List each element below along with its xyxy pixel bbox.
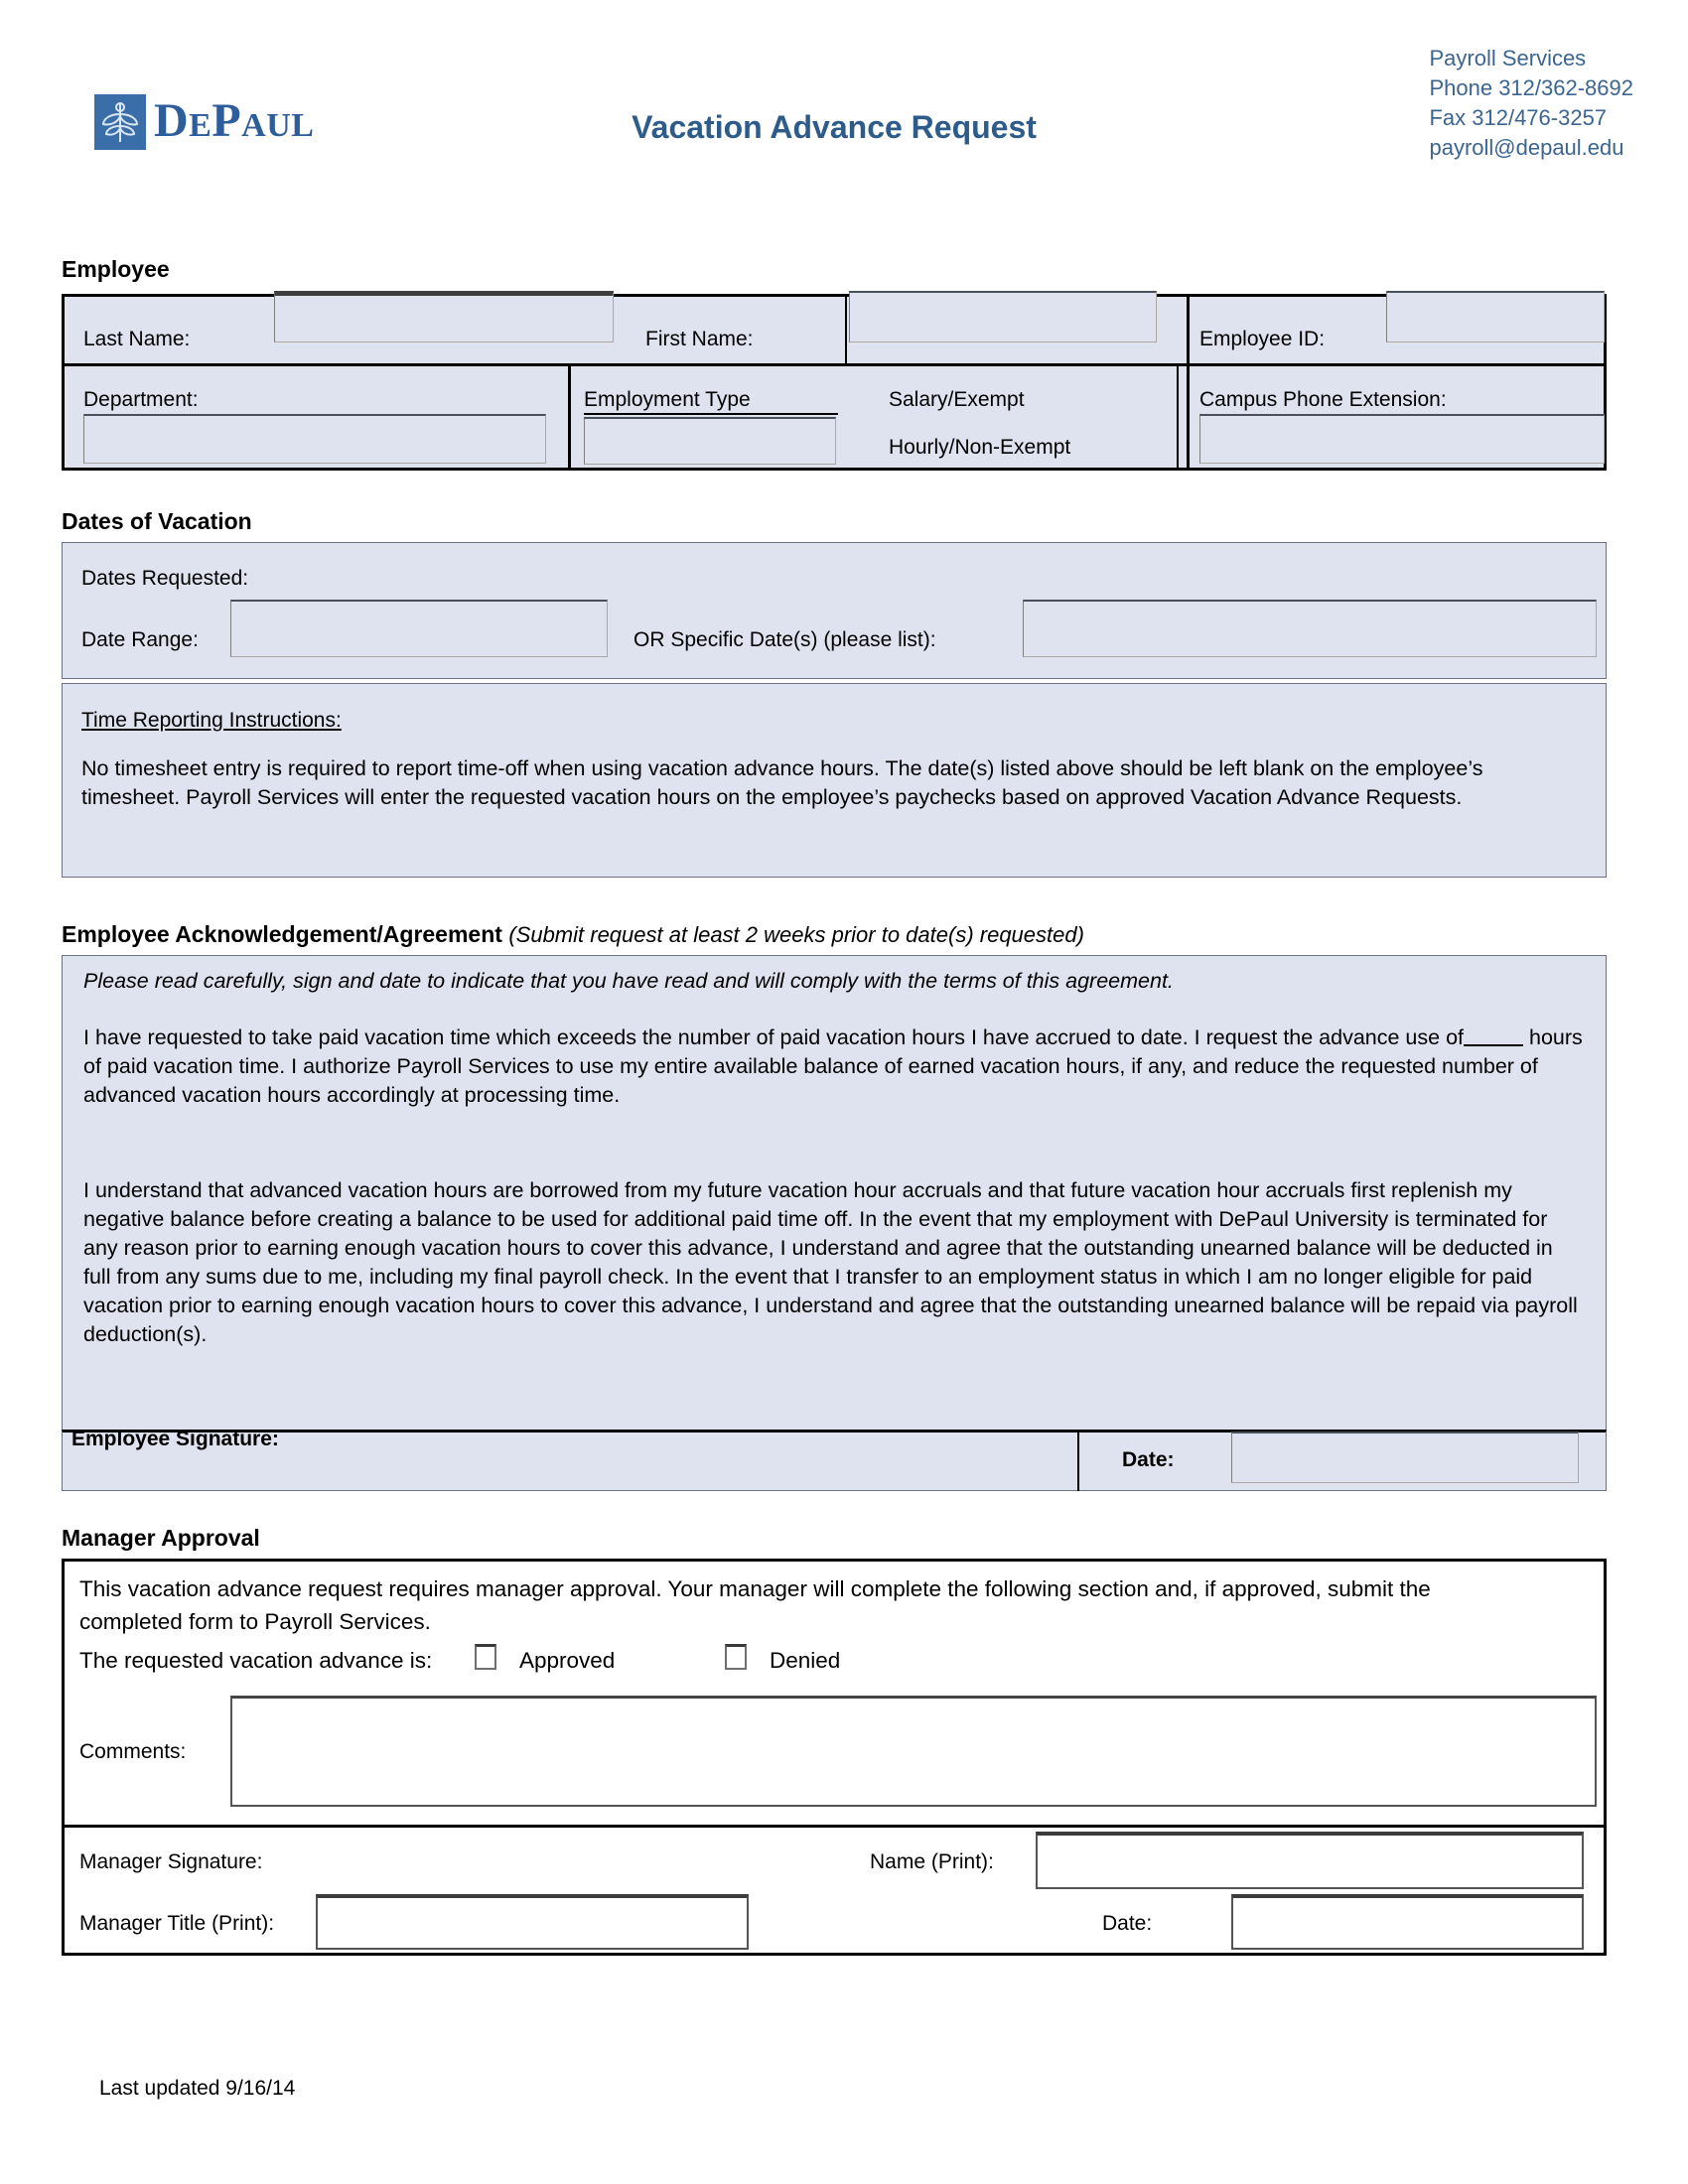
- or-specific-dates-label: OR Specific Date(s) (please list):: [633, 628, 936, 651]
- last-name-label: Last Name:: [83, 328, 191, 350]
- ack-para1-part-a: I have requested to take paid vacation time which exceeds the number of paid vacation hours I have accrued to date. I request the advance use of: [83, 1025, 1465, 1049]
- depaul-logo: [94, 94, 357, 152]
- contact-phone: Phone 312/362-8692: [1429, 75, 1633, 100]
- employee-signature-row-divider: [1077, 1433, 1079, 1491]
- ack-para1-part-b: hours of paid vacation time. I authorize Payroll Services to use my entire available balance of earned vacation hours, if any, and reduce the requested number of advanced vacation hours accordingly at processing time.: [83, 1025, 1583, 1107]
- manager-decision-label: The requested vacation advance is:: [79, 1648, 433, 1673]
- comments-label: Comments:: [79, 1740, 187, 1763]
- employee-signature-input[interactable]: [71, 1449, 1064, 1489]
- date-range-label: Date Range:: [81, 628, 199, 651]
- last-name-input[interactable]: [274, 291, 614, 342]
- acknowledgement-section-heading: [62, 921, 1084, 948]
- denied-label[interactable]: Denied: [770, 1648, 841, 1673]
- employee-id-label: Employee ID:: [1199, 328, 1326, 350]
- name-print-label: Name (Print):: [870, 1850, 994, 1873]
- employee-table-col-divider-top: [845, 294, 847, 363]
- acknowledgement-paragraph-1: [83, 1024, 1585, 1110]
- contact-fax: Fax 312/476-3257: [1429, 105, 1608, 130]
- employment-type-input[interactable]: [584, 417, 836, 465]
- specific-dates-input[interactable]: [1023, 600, 1597, 657]
- dates-requested-label: Dates Requested:: [81, 567, 249, 590]
- employment-type-underline: [584, 413, 838, 415]
- denied-checkbox[interactable]: [725, 1644, 747, 1670]
- page-title: Vacation Advance Request: [632, 109, 1037, 145]
- employee-signature-date-input[interactable]: [1231, 1432, 1579, 1483]
- employee-table-col-divider-lower: [1177, 363, 1179, 471]
- date-range-input[interactable]: [230, 600, 608, 657]
- shield-plant-glyph: [94, 94, 146, 150]
- manager-title-print-label: Manager Title (Print):: [79, 1912, 275, 1935]
- manager-date-input[interactable]: [1231, 1894, 1584, 1950]
- depaul-shield-icon: [94, 94, 146, 150]
- depaul-wordmark: DePaul: [154, 94, 315, 147]
- acknowledgement-heading-text: Employee Acknowledgement/Agreement: [62, 921, 502, 947]
- dates-section-heading: Dates of Vacation: [62, 508, 252, 534]
- employee-table-col-divider-right: [1187, 294, 1190, 471]
- acknowledgement-heading-note: (Submit request at least 2 weeks prior to date(s) requested): [508, 922, 1084, 947]
- first-name-label: First Name:: [645, 328, 754, 350]
- campus-phone-extension-input[interactable]: [1199, 414, 1605, 464]
- manager-signature-label: Manager Signature:: [79, 1850, 263, 1873]
- manager-intro-text: This vacation advance request requires manager approval. Your manager will complete the following section and, if approved, submit the completed form to Payroll Services.: [79, 1576, 1431, 1634]
- department-label: Department:: [83, 388, 199, 411]
- contact-email: payroll@depaul.edu: [1429, 135, 1624, 160]
- approved-checkbox[interactable]: [475, 1644, 496, 1670]
- employee-table-row-divider: [62, 363, 1607, 366]
- acknowledgement-paragraph-2: I understand that advanced vacation hours are borrowed from my future vacation hour accruals and that future vacation hour accruals first replenish my negative balance before creating a balance to be used for additional paid time off. In the event that my employment with DePaul University is terminated for any reason prior to earning enough vacation hours to cover this advance, I understand and agree that the outstanding unearned balance will be deducted in full from any sums due to me, including my final payroll check. In the event that I transfer to an employment status in which I am no longer eligible for paid vacation prior to earning enough vacation hours to cover this advance, I understand and agree that the outstanding unearned balance will be repaid via payroll deduction(s).: [83, 1178, 1578, 1346]
- employment-option-salary-exempt[interactable]: Salary/Exempt: [889, 388, 1025, 411]
- employee-signature-date-label: Date:: [1122, 1448, 1175, 1471]
- name-print-input[interactable]: [1036, 1832, 1584, 1889]
- read-carefully-note: Please read carefully, sign and date to indicate that you have read and will comply with the terms of this agreement.: [83, 969, 1174, 993]
- payroll-contact-block: [1429, 44, 1633, 163]
- employee-section-heading: Employee: [62, 256, 170, 282]
- department-input[interactable]: [83, 414, 546, 464]
- manager-date-label: Date:: [1102, 1912, 1153, 1935]
- employment-type-label: Employment Type: [584, 388, 751, 411]
- manager-section-heading: Manager Approval: [62, 1525, 260, 1551]
- employment-option-hourly-non-exempt[interactable]: Hourly/Non-Exempt: [889, 436, 1071, 459]
- employee-signature-label: Employee Signature:: [71, 1428, 279, 1450]
- employee-id-input[interactable]: [1386, 291, 1605, 342]
- contact-department: Payroll Services: [1429, 46, 1587, 70]
- approved-label[interactable]: Approved: [519, 1648, 616, 1673]
- campus-phone-extension-label: Campus Phone Extension:: [1199, 388, 1447, 411]
- employee-table-col-divider-mid: [568, 363, 571, 471]
- time-reporting-instructions-body: No timesheet entry is required to report time-off when using vacation advance hours. The date(s) listed above should be left blank on the employee’s timesheet. Payroll Services will enter the requested vacation hours on the employee’s paychecks based on approved Vacation Advance Requests.: [81, 756, 1483, 809]
- time-reporting-instructions-label: Time Reporting Instructions:: [81, 709, 342, 732]
- manager-title-print-input[interactable]: [316, 1894, 749, 1950]
- manager-signature-divider: [62, 1825, 1607, 1828]
- form-header: [0, 0, 1688, 199]
- first-name-input[interactable]: [849, 291, 1157, 342]
- last-updated-footer: Last updated 9/16/14: [99, 2077, 296, 2100]
- comments-input[interactable]: [230, 1696, 1597, 1807]
- advance-hours-input[interactable]: [1464, 1044, 1523, 1046]
